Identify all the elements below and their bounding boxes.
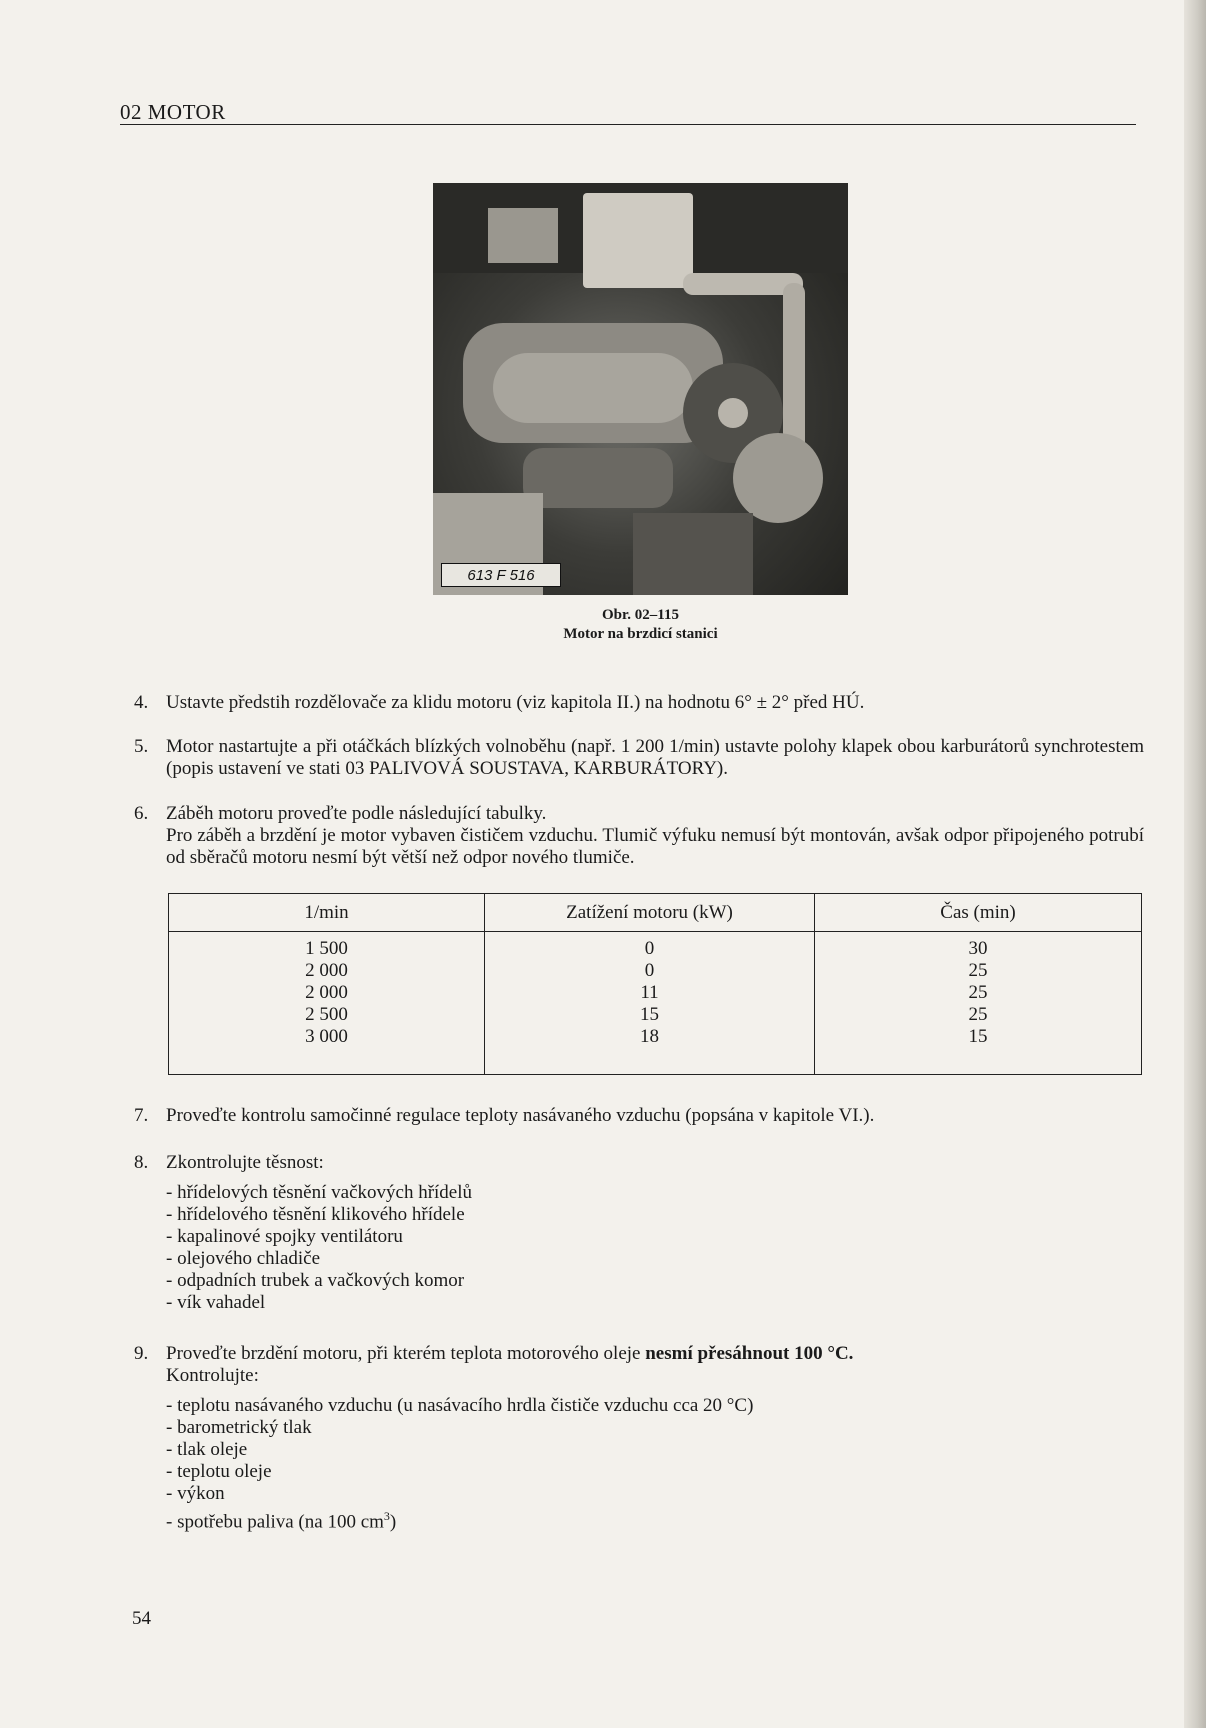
step-text: Motor nastartujte a při otáčkách blízkých volnoběhu (např. 1 200 1/min) ustavte polohy klapek obou karburátorů synchrotestem (popis ustavení ve stati 03 PALIVOVÁ SOUSTAVA, KARBURÁTORY). bbox=[166, 736, 1144, 779]
header-title: 02 MOTOR bbox=[120, 100, 226, 124]
table-cell: 15 bbox=[640, 1004, 659, 1025]
table-cell: 11 bbox=[640, 982, 659, 1003]
list-item: - kapalinové spojky ventilátoru bbox=[166, 1226, 403, 1247]
page-number: 54 bbox=[132, 1608, 151, 1629]
caption-number: Obr. 02–115 bbox=[602, 607, 679, 623]
list-item: - vík vahadel bbox=[166, 1292, 266, 1313]
table-cell: 30 bbox=[968, 938, 988, 959]
col-header-load: Zatížení motoru (kW) bbox=[485, 894, 815, 932]
list-item: - odpadních trubek a vačkových komor bbox=[166, 1270, 465, 1291]
step-text: Proveďte kontrolu samočinné regulace teploty nasávaného vzduchu (popsána v kapitole VI.). bbox=[166, 1105, 875, 1126]
step-number: 4. bbox=[134, 692, 149, 713]
list-item-text: ) bbox=[389, 1511, 397, 1533]
list-item: - tlak oleje bbox=[166, 1439, 248, 1460]
figure-label: 613 F 516 bbox=[441, 563, 561, 587]
list-item bbox=[166, 1505, 1144, 1533]
step-line-normal: Proveďte brzdění motoru, při kterém teplota motorového oleje bbox=[166, 1343, 646, 1364]
table-cell: 3 000 bbox=[305, 1026, 348, 1047]
step-line: Zkontrolujte těsnost: bbox=[166, 1152, 324, 1173]
table-cell: 25 bbox=[968, 1004, 988, 1025]
step-line: Pro záběh a brzdění je motor vybaven čističem vzduchu. Tlumič výfuku nemusí být montován, avšak odpor připojeného potrubí od sběračů motoru nesmí být větší než odpor nového tlumiče. bbox=[166, 825, 1144, 868]
engine-photo bbox=[433, 183, 848, 595]
step-number: 6. bbox=[134, 803, 149, 824]
table-cell: 0 bbox=[644, 938, 655, 959]
table-cell: 1 500 bbox=[305, 938, 348, 959]
step-line: Záběh motoru proveďte podle následující tabulky. bbox=[166, 803, 547, 824]
table-cell: 15 bbox=[968, 1026, 988, 1047]
table-header-row bbox=[169, 894, 1142, 932]
page-header bbox=[120, 100, 1136, 125]
list-item: - hřídelových těsnění vačkových hřídelů bbox=[166, 1182, 473, 1203]
table-cell: 25 bbox=[968, 982, 988, 1003]
col-header-time: Čas (min) bbox=[815, 894, 1142, 932]
break-in-table bbox=[168, 893, 1142, 1075]
table-row bbox=[169, 932, 1142, 1075]
list-item: - teplotu nasávaného vzduchu (u nasávacího hrdla čističe vzduchu cca 20 °C) bbox=[166, 1395, 754, 1416]
load-column bbox=[485, 932, 815, 1075]
list-item: - výkon bbox=[166, 1483, 225, 1504]
list-item: - barometrický tlak bbox=[166, 1417, 312, 1438]
step-number: 9. bbox=[134, 1343, 149, 1364]
list-item-text: - spotřebu paliva (na 100 cm bbox=[166, 1511, 384, 1533]
tightness-list bbox=[166, 1182, 1144, 1314]
time-column bbox=[815, 932, 1142, 1075]
table-cell: 18 bbox=[640, 1026, 659, 1047]
figure-caption bbox=[433, 606, 848, 644]
table-cell: 25 bbox=[968, 960, 988, 981]
superscript: 3 bbox=[383, 1509, 390, 1523]
step-line-bold: nesmí přesáhnout 100 °C. bbox=[645, 1343, 854, 1364]
step-number: 5. bbox=[134, 736, 149, 757]
table-cell: 2 500 bbox=[305, 1004, 348, 1025]
table-cell: 2 000 bbox=[305, 982, 348, 1003]
rpm-column bbox=[169, 932, 485, 1075]
list-item: - olejového chladiče bbox=[166, 1248, 321, 1269]
step-number: 8. bbox=[134, 1152, 149, 1173]
table-cell: 2 000 bbox=[305, 960, 348, 981]
check-list bbox=[166, 1395, 1144, 1533]
page-edge bbox=[1184, 0, 1206, 1728]
step-number: 7. bbox=[134, 1105, 149, 1126]
col-header-rpm: 1/min bbox=[169, 894, 485, 932]
list-item: - teplotu oleje bbox=[166, 1461, 272, 1482]
step-line bbox=[166, 1343, 1144, 1365]
caption-text: Motor na brzdicí stanici bbox=[563, 626, 718, 642]
step-line: Kontrolujte: bbox=[166, 1365, 259, 1386]
step-text: Ustavte předstih rozdělovače za klidu motoru (viz kapitola II.) na hodnotu 6° ± 2° před HÚ. bbox=[166, 692, 865, 713]
step-text bbox=[166, 803, 1144, 869]
table-cell: 0 bbox=[644, 960, 655, 981]
step-text bbox=[166, 1152, 1144, 1314]
list-item: - hřídelového těsnění klikového hřídele bbox=[166, 1204, 465, 1225]
step-text bbox=[166, 1343, 1144, 1533]
